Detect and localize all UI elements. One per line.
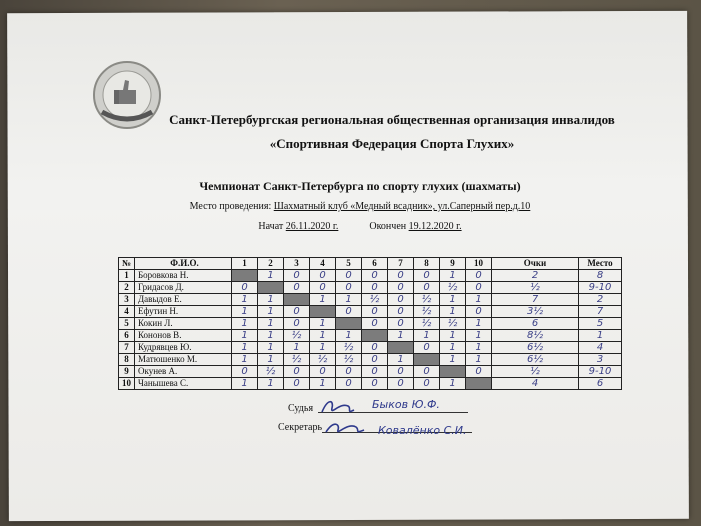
game-result: 0 [388,366,414,378]
judge-signature-icon [318,396,358,418]
player-points: 6 [492,318,579,330]
federation-name: «Спортивная Федерация Спорта Глухих» [269,136,515,151]
judge-label: Судья [288,403,314,414]
game-result: 1 [310,378,336,390]
diagonal-cell [388,342,414,354]
game-result: 0 [284,378,310,390]
player-points: 3½ [492,306,579,318]
player-place: 8 [579,270,622,282]
dates-line [200,221,520,232]
game-result: 1 [258,306,284,318]
secretary-label: Секретарь [278,422,323,433]
game-result: 0 [362,306,388,318]
diagonal-cell [362,330,388,342]
game-result: 0 [388,294,414,306]
game-result: ½ [440,318,466,330]
player-number: 8 [119,354,135,366]
column-header: 9 [440,258,466,270]
column-header: 7 [388,258,414,270]
game-result: 1 [232,354,258,366]
column-header: 8 [414,258,440,270]
table-header-row [119,258,622,270]
game-result: 1 [258,318,284,330]
game-result: 0 [336,378,362,390]
diagonal-cell [440,366,466,378]
game-result: 0 [466,366,492,378]
column-header: 10 [466,258,492,270]
column-header: Ф.И.О. [135,258,232,270]
game-result: 1 [284,342,310,354]
results-table [118,257,622,390]
column-header: Очки [492,258,579,270]
player-place: 3 [579,354,622,366]
player-place: 9-10 [579,366,622,378]
column-header: 3 [284,258,310,270]
end-label: Окончен [369,221,407,232]
game-result: 1 [466,330,492,342]
game-result: 1 [258,342,284,354]
game-result: 0 [336,306,362,318]
game-result: 1 [440,354,466,366]
player-name: Окунев А. [135,366,232,378]
game-result: 1 [232,294,258,306]
player-name: Кокин Л. [135,318,232,330]
game-result: 0 [336,282,362,294]
table-row [119,282,622,294]
venue-label: Место проведения: [189,201,272,212]
diagonal-cell [466,378,492,390]
player-place: 4 [579,342,622,354]
player-place: 6 [579,378,622,390]
column-header: 2 [258,258,284,270]
game-result: 0 [232,282,258,294]
player-points: ½ [492,282,579,294]
game-result: 0 [232,366,258,378]
player-place: 2 [579,294,622,306]
game-result: 0 [310,270,336,282]
player-points: 8½ [492,330,579,342]
diagonal-cell [284,294,310,306]
game-result: 0 [466,306,492,318]
game-result: 1 [258,354,284,366]
game-result: 0 [388,270,414,282]
game-result: 1 [466,354,492,366]
diagonal-cell [232,270,258,282]
federation-logo-icon [92,60,162,130]
game-result: 1 [258,330,284,342]
diagonal-cell [414,354,440,366]
game-result: 1 [440,270,466,282]
game-result: ½ [336,342,362,354]
game-result: 0 [414,270,440,282]
game-result: ½ [310,354,336,366]
game-result: 0 [284,306,310,318]
game-result: 0 [310,366,336,378]
game-result: 0 [388,282,414,294]
diagonal-cell [258,282,284,294]
player-name: Ефутин Н. [135,306,232,318]
game-result: 1 [258,270,284,282]
column-header: 1 [232,258,258,270]
game-result: 0 [414,282,440,294]
game-result: 0 [362,366,388,378]
venue-line [120,201,600,212]
championship-title: Чемпионат Санкт-Петербурга по спорту глухих (шахматы) [199,179,521,193]
game-result: 0 [336,366,362,378]
player-points: 4 [492,378,579,390]
column-header: 4 [310,258,336,270]
player-points: 6½ [492,342,579,354]
player-number: 10 [119,378,135,390]
table-row [119,354,622,366]
game-result: 1 [336,294,362,306]
secretary-signature-icon [322,418,368,438]
game-result: 0 [362,378,388,390]
organization-name: Санкт-Петербургская региональная общественная организация инвалидов [169,112,615,127]
game-result: 0 [284,270,310,282]
table-row [119,294,622,306]
player-points: ½ [492,366,579,378]
secretary-name: Ковалёнко С.И. [378,424,467,437]
table-row [119,318,622,330]
game-result: 0 [388,378,414,390]
player-points: 7 [492,294,579,306]
player-points: 6½ [492,354,579,366]
game-result: ½ [414,306,440,318]
judge-name: Быков Ю.Ф. [372,398,440,411]
game-result: 1 [440,330,466,342]
game-result: 1 [440,306,466,318]
player-number: 4 [119,306,135,318]
game-result: ½ [362,294,388,306]
game-result: 1 [466,342,492,354]
game-result: 1 [232,318,258,330]
player-number: 6 [119,330,135,342]
column-header: № [119,258,135,270]
game-result: 0 [466,270,492,282]
game-result: 1 [440,294,466,306]
game-result: ½ [440,282,466,294]
game-result: 0 [336,270,362,282]
game-result: 1 [232,330,258,342]
game-result: 1 [388,354,414,366]
game-result: 1 [440,342,466,354]
start-label: Начат [258,221,284,232]
diagonal-cell [310,306,336,318]
table-row [119,342,622,354]
game-result: ½ [336,354,362,366]
table-body [119,270,622,390]
column-header: Место [579,258,622,270]
player-place: 5 [579,318,622,330]
game-result: 1 [466,318,492,330]
game-result: 0 [284,318,310,330]
game-result: 0 [284,282,310,294]
player-name: Чанышева С. [135,378,232,390]
game-result: 0 [362,354,388,366]
table-row [119,330,622,342]
game-result: 1 [310,330,336,342]
game-result: 1 [336,330,362,342]
player-name: Боровкова Н. [135,270,232,282]
start-date: 26.11.2020 г. [285,221,339,232]
diagonal-cell [336,318,362,330]
game-result: 0 [362,270,388,282]
column-header: 6 [362,258,388,270]
player-number: 3 [119,294,135,306]
player-place: 9-10 [579,282,622,294]
game-result: 1 [310,342,336,354]
game-result: 0 [310,282,336,294]
player-number: 7 [119,342,135,354]
end-date: 19.12.2020 г. [408,221,462,232]
venue-value: Шахматный клуб «Медный всадник», ул.Саперный пер.д.10 [273,201,531,212]
game-result: 1 [232,306,258,318]
player-name: Матюшенко М. [135,354,232,366]
game-result: ½ [284,330,310,342]
game-result: 1 [310,318,336,330]
game-result: 1 [414,330,440,342]
game-result: 0 [414,366,440,378]
player-number: 5 [119,318,135,330]
game-result: 0 [362,282,388,294]
player-number: 1 [119,270,135,282]
game-result: 0 [362,318,388,330]
game-result: 1 [466,294,492,306]
game-result: ½ [414,318,440,330]
table-row [119,378,622,390]
table-row [119,306,622,318]
game-result: 1 [232,342,258,354]
game-result: 0 [466,282,492,294]
game-result: 1 [310,294,336,306]
game-result: ½ [258,366,284,378]
game-result: 0 [388,306,414,318]
game-result: 1 [258,294,284,306]
player-name: Гридасов Д. [135,282,232,294]
player-name: Кононов В. [135,330,232,342]
game-result: 0 [414,378,440,390]
player-points: 2 [492,270,579,282]
game-result: 0 [362,342,388,354]
game-result: ½ [414,294,440,306]
game-result: 0 [388,318,414,330]
player-name: Кудрявцев Ю. [135,342,232,354]
game-result: 0 [414,342,440,354]
table-row [119,270,622,282]
table-row [119,366,622,378]
column-header: 5 [336,258,362,270]
player-name: Давыдов Е. [135,294,232,306]
player-number: 9 [119,366,135,378]
player-number: 2 [119,282,135,294]
game-result: 1 [258,378,284,390]
game-result: 1 [440,378,466,390]
player-place: 7 [579,306,622,318]
game-result: 0 [284,366,310,378]
game-result: ½ [284,354,310,366]
game-result: 1 [388,330,414,342]
game-result: 1 [232,378,258,390]
player-place: 1 [579,330,622,342]
